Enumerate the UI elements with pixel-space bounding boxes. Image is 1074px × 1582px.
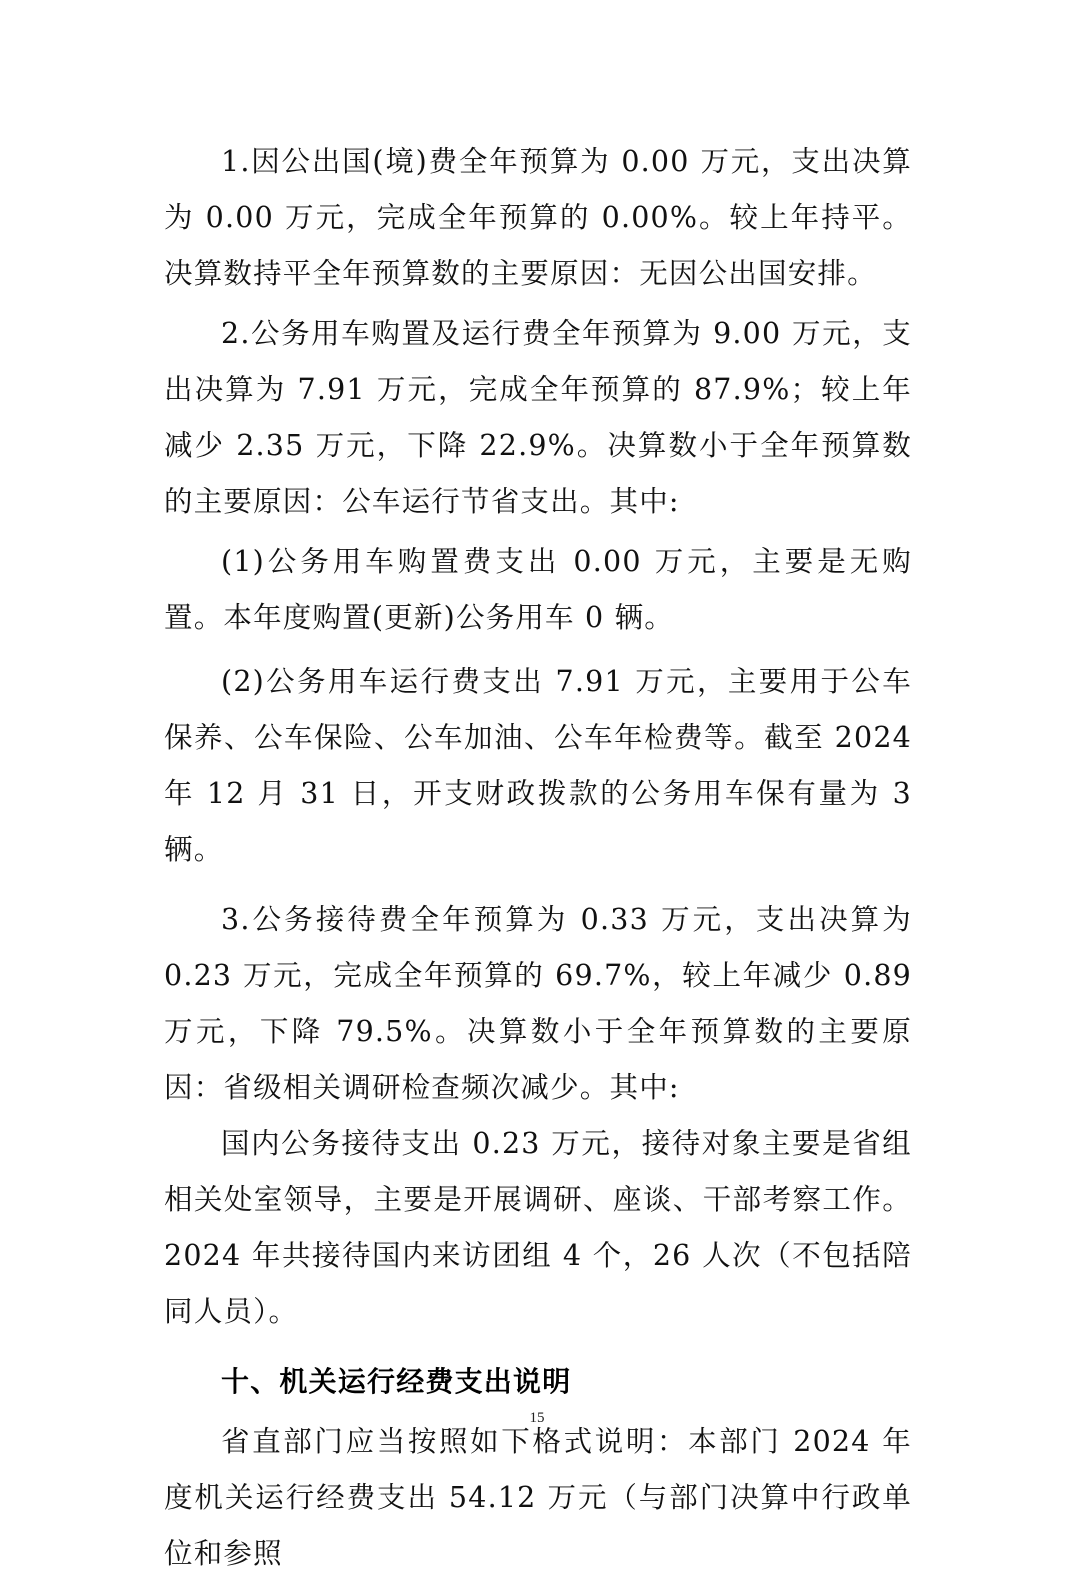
page-number: 15 [529,1410,545,1426]
section-heading: 十、机关运行经费支出说明 [221,1365,572,1398]
paragraph-operating-expenses: 省直部门应当按照如下格式说明：本部门 2024 年度机关运行经费支出 54.12 万元（与部门决算中行政单位和参照 [164,1425,912,1570]
paragraph-official-vehicles: 2.公务用车购置及运行费全年预算为 9.00 万元，支出决算为 7.91 万元，完成全年预算的 87.9%；较上年减少 2.35 万元，下降 22.9%。决算数小于全年预算数的主要原因：公车运行节省支出。其中: [164,317,912,518]
paragraph-overseas-travel: 1.因公出国(境)费全年预算为 0.00 万元，支出决算为 0.00 万元，完成全年预算的 0.00%。较上年持平。决算数持平全年预算数的主要原因：无因公出国安排。 [164,145,912,290]
paragraph-official-reception: 3.公务接待费全年预算为 0.33 万元，支出决算为 0.23 万元，完成全年预算的 69.7%，较上年减少 0.89 万元，下降 79.5%。决算数小于全年预算数的主要原因：省级相关调研检查频次减少。其中: [164,903,912,1104]
paragraph-vehicle-purchase: (1)公务用车购置费支出 0.00 万元，主要是无购置。本年度购置(更新)公务用车 0 辆。 [164,545,912,634]
paragraph-vehicle-operation: (2)公务用车运行费支出 7.91 万元，主要用于公车保养、公车保险、公车加油、公车年检费等。截至 2024 年 12 月 31 日，开支财政拨款的公务用车保有量为 3 辆。 [164,665,912,866]
document-body [164,134,912,1582]
paragraph-domestic-reception: 国内公务接待支出 0.23 万元，接待对象主要是省组相关处室领导，主要是开展调研、座谈、干部考察工作。2024 年共接待国内来访团组 4 个，26 人次（不包括陪同人员）。 [164,1127,912,1328]
